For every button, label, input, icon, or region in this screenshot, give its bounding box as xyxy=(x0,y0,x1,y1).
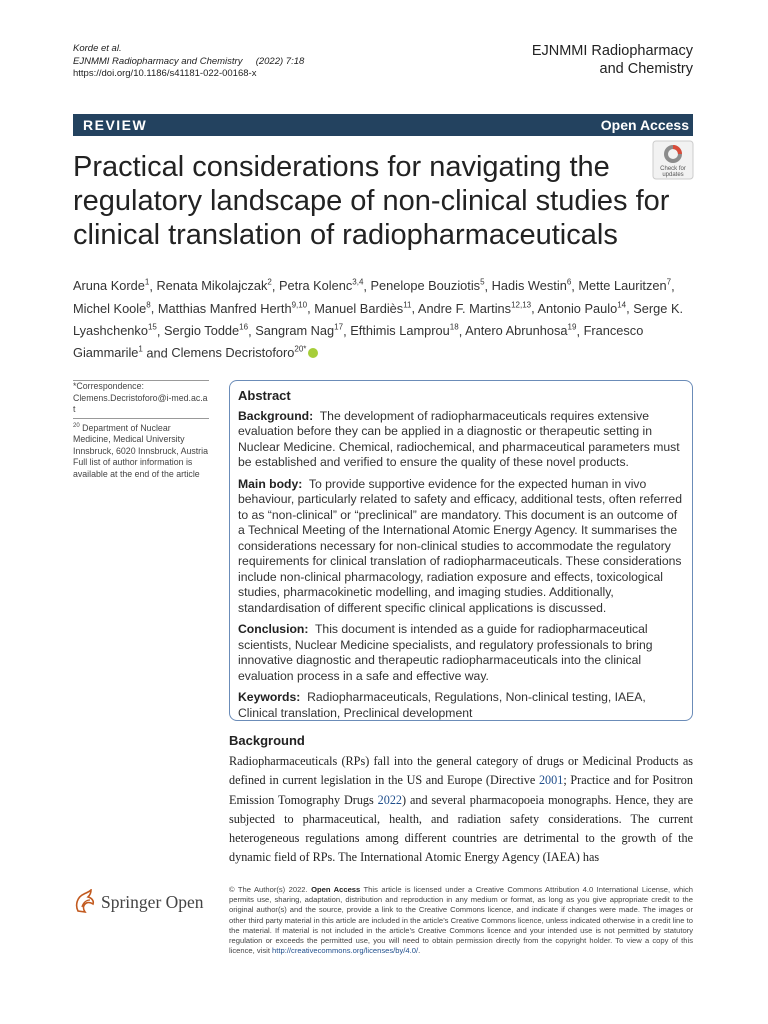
author-affiliation-sup: 6 xyxy=(566,278,572,287)
author-name: Andre F. Martins$^{12,13}$ xyxy=(417,300,532,316)
author-name: Clemens Decristoforo$^{20*}$ xyxy=(171,344,307,361)
reference-link-2022[interactable]: 2022 xyxy=(377,792,403,807)
author-affiliation-sup: 14 xyxy=(617,300,627,310)
abstract-conclusion: Conclusion: This document is intended as a guide for radiopharmaceutical scientists, Nuclear Medicine specialists, and regulatory professionals to bring innovative diagnostic and therapeutic radiopharmaceuticals into the clinical evaluation process in a safe and effective way. xyxy=(238,622,653,683)
abstract-heading: Abstract xyxy=(238,388,291,403)
citation-block xyxy=(73,43,304,81)
full-list-note: Full list of author information is available at the end of the article xyxy=(73,457,200,479)
year-volume: (2022) 7:18 xyxy=(255,55,305,67)
springer-horse-icon xyxy=(73,889,97,915)
journal-citation: EJNMMI Radiopharmacy and Chemistry xyxy=(73,55,243,67)
author-affiliation-sup: 8 xyxy=(146,300,151,310)
article-type-label: REVIEW xyxy=(83,117,148,133)
author-affiliation-sup: 18 xyxy=(449,322,459,332)
affiliation-block xyxy=(73,421,209,480)
correspondence-email[interactable]: Clemens.Decristoforo@i-med.ac.at xyxy=(73,392,208,414)
author-affiliation-sup: 9,10 xyxy=(291,300,308,310)
author-name: Serge K. Lyashchenko$^{15}$ xyxy=(73,300,684,338)
author-name: Hadis Westin$^6$ xyxy=(491,278,572,294)
author-affiliation-sup: 7 xyxy=(666,278,672,287)
abstract-main-body: Main body: To provide supportive evidence for the expected human in vivo behaviour, particularly related to safety and efficacy, additional tests, often referred to as “non-clinical” or “preclinical” are mandatory. This document is an outcome of a Technical Meeting of the International Atomic Energy Agency. It summarises the considerations necessary for non-clinical studies to accommodate the regulatory requirements for clinical translation of radiopharmaceuticals. These considerations include non-clinical pharmacology, radiation exposure and effects, toxicological studies, pharmacokinetic modelling, and imaging studies. Additionally, standardisation of different specific clinical applications is discussed. xyxy=(238,476,682,615)
journal-name-line1: EJNMMI Radiopharmacy xyxy=(531,43,693,59)
svg-text:updates: updates xyxy=(662,172,684,178)
affiliation-text: Department of Nuclear Medicine, Medical University Innsbruck, 6020 Innsbruck, Austria xyxy=(73,422,208,456)
doi-link[interactable]: https://doi.org/10.1186/s41181-022-00168-x xyxy=(73,68,257,79)
author-name: Aruna Korde$^1$ xyxy=(73,278,150,294)
sidebar-divider-mid xyxy=(73,418,209,419)
author-name: Penelope Bouziotis$^5$ xyxy=(370,278,485,294)
author-affiliation-sup: 1 xyxy=(138,344,143,354)
journal-name-line2: and Chemistry xyxy=(599,61,693,77)
author-affiliation-sup: 19 xyxy=(567,322,577,332)
author-affiliation-sup: 2 xyxy=(267,278,272,287)
author-name: Antonio Paulo$^{14}$ xyxy=(537,300,627,316)
author-affiliation-sup: 17 xyxy=(334,322,344,332)
check-for-updates-badge[interactable] xyxy=(652,140,694,180)
springer-open-logo xyxy=(73,887,213,917)
author-name: Antero Abrunhosa$^{19}$ xyxy=(465,322,577,338)
author-short: Korde et al. xyxy=(73,43,122,54)
affiliation-sup: 20 xyxy=(73,423,80,429)
background-paragraph: Radiopharmaceuticals (RPs) fall into the general category of drugs or Medicinal Products as defined in current legislation in the US and Europe (Directive 2001; Practice and for Positron Emission Tomography Drugs 2022) and several pharmacopoeia monographs. Hence, they are subjected to pharmaceutical, health, and radiation safety considerations. The current heterogeneous regulations among different countries are detrimental to the growth of the dynamic field of RPs. The International Atomic Energy Agency (IAEA) has xyxy=(229,754,693,865)
author-name: Michel Koole$^8$ xyxy=(73,300,151,316)
author-affiliation-sup: 15 xyxy=(147,322,157,332)
author-name: Mette Lauritzen$^7$ xyxy=(578,278,672,294)
abstract-box xyxy=(229,380,693,721)
license-link[interactable]: http://creativecommons.org/licenses/by/4.0/ xyxy=(272,946,419,956)
svg-text:Check for: Check for xyxy=(660,166,686,172)
license-text: © The Author(s) 2022. Open Access This article is licensed under a Creative Commons Attribution 4.0 International License, which permits use, sharing, adaptation, distribution and reproduction in any medium or format, as long as you give appropriate credit to the original author(s) and the source, provide a link to the Creative Commons licence, and indicate if changes were made. The images or other third party material in this article are included in the article’s Creative Commons licence, unless indicated otherwise in a credit line to the material. If material is not included in the article’s Creative Commons licence and your intended use is not permitted by statutory regulation or exceeds the permitted use, you will need to obtain permission directly from the copyright holder. To view a copy of this licence, visit http://creativecommons.org/licenses/by/4.0/. xyxy=(229,885,693,956)
author-name: Francesco Giammarile$^1$ xyxy=(73,322,644,361)
open-access-label: Open Access xyxy=(600,117,689,133)
author-affiliation-sup: 1 xyxy=(144,278,150,287)
author-affiliation-sup: 12,13 xyxy=(511,300,532,310)
author-affiliation-sup: 5 xyxy=(480,278,485,287)
correspondence-label: *Correspondence: xyxy=(73,381,144,391)
reference-link-2001[interactable]: 2001 xyxy=(538,773,564,788)
author-name: Petra Kolenc$^{3,4}$ xyxy=(278,278,364,294)
author-name: Sergio Todde$^{16}$ xyxy=(163,322,249,338)
author-and: and xyxy=(142,345,172,361)
article-type-bar xyxy=(73,114,693,136)
springer-open-text: Springer Open xyxy=(101,891,204,912)
author-name: Sangram Nag$^{17}$ xyxy=(255,322,344,338)
author-name: Matthias Manfred Herth$^{9,10}$ xyxy=(157,300,308,316)
orcid-icon[interactable] xyxy=(308,348,318,358)
correspondence-block xyxy=(73,381,209,416)
check-updates-icon xyxy=(652,140,694,180)
author-name: Renata Mikolajczak$^2$ xyxy=(156,278,272,294)
abstract-background: Background: The development of radiopharmaceuticals requires extensive evaluation before they can be applied in a diagnostic or therapeutic setting in Nuclear Medicine. Chemical, radiochemical, and pharmaceutical parameters must be established and verified to ensure the quality of these novel products. xyxy=(238,408,680,469)
author-name: Manuel Bardiès$^{11}$ xyxy=(314,300,412,316)
author-affiliation-sup: 3,4 xyxy=(352,278,364,287)
article-title: Practical considerations for navigating the regulatory landscape of non-clinical studies for clinical translation of radiopharmaceuticals xyxy=(73,151,670,251)
author-list: Aruna Korde$^1$, Renata Mikolajczak$^2$, Petra Kolenc$^{3,4}$, Penelope Bouziotis$^5$, Hadis Westin$^6$, Mette Lauritzen$^7$, Michel Koole$^8$, Matthias Manfred Herth$^{9,10}$, Manuel Bardiès$^{11}$, Andre F. Martins$^{12,13}$, Antonio Paulo$^{14}$, Serge K. Lyashchenko$^{15}$, Sergio Todde$^{16}$, Sangram Nag$^{17}$, Efthimis Lamprou$^{18}$, Antero Abrunhosa$^{19}$, Francesco Giammarile$^1$ and Clemens Decristoforo$^{20*}$ xyxy=(73,278,684,361)
author-name: Efthimis Lamprou$^{18}$ xyxy=(350,322,459,338)
abstract-keywords: Keywords: Radiopharmaceuticals, Regulations, Non-clinical testing, IAEA, Clinical translation, Preclinical development xyxy=(238,690,646,720)
background-heading: Background xyxy=(229,733,305,748)
author-affiliation-sup: 16 xyxy=(239,322,249,332)
author-affiliation-sup: 11 xyxy=(403,300,412,310)
journal-name xyxy=(532,42,693,78)
author-affiliation-sup: 20* xyxy=(294,344,307,354)
